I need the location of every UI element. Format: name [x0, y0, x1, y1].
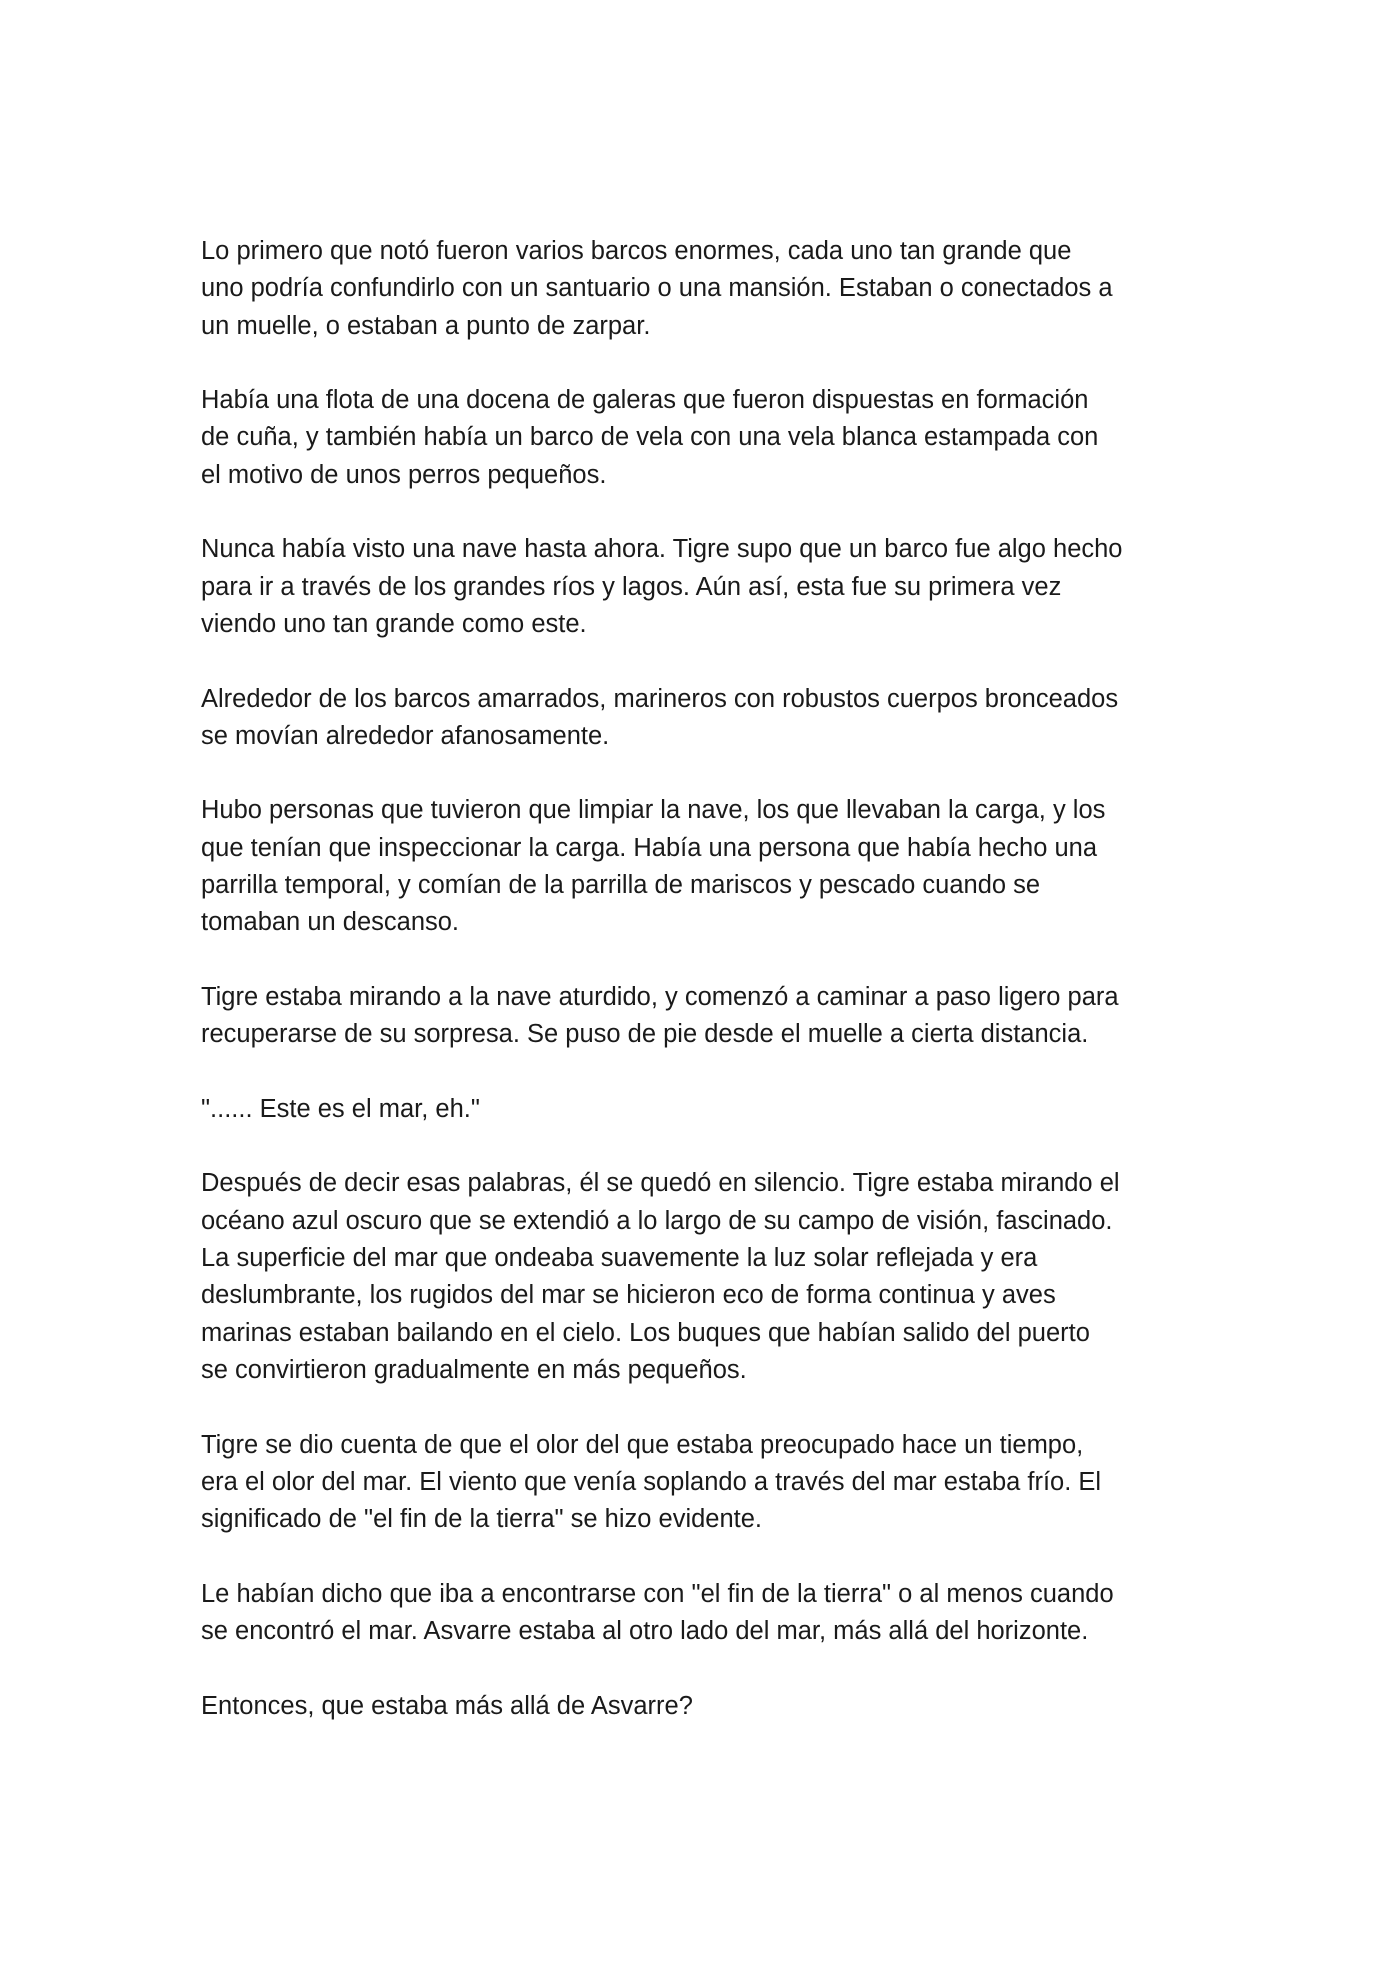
- paragraph: Hubo personas que tuvieron que limpiar la nave, los que llevaban la carga, y los que tenían que inspeccionar la carga. Había una persona que había hecho una parrilla temporal, y comían de la parrilla de mariscos y pescado cuando se tomaban un descanso.: [201, 796, 1106, 937]
- body-text: [201, 233, 1231, 1725]
- paragraph: Lo primero que notó fueron varios barcos enormes, cada uno tan grande que uno podría confundirlo con un santuario o una mansión. Estaban o conectados a un muelle, o estaban a punto de zarpar.: [201, 237, 1113, 340]
- paragraph: Después de decir esas palabras, él se quedó en silencio. Tigre estaba mirando el océano azul oscuro que se extendió a lo largo de su campo de visión, fascinado. La superficie del mar que ondeaba suavemente la luz solar reflejada y era deslumbrante, los rugidos del mar se hicieron eco de forma continua y aves marinas estaban bailando en el cielo. Los buques que habían salido del puerto se convirtieron gradualmente en más pequeños.: [201, 1169, 1120, 1384]
- paragraph: Tigre estaba mirando a la nave aturdido, y comenzó a caminar a paso ligero para recuperarse de su sorpresa. Se puso de pie desde el muelle a cierta distancia.: [201, 982, 1119, 1049]
- paragraph: Nunca había visto una nave hasta ahora. Tigre supo que un barco fue algo hecho para ir a través de los grandes ríos y lagos. Aún así, esta fue su primera vez viendo uno tan grande como este.: [201, 535, 1123, 638]
- paragraph: Entonces, que estaba más allá de Asvarre?: [201, 1691, 693, 1720]
- paragraph: Había una flota de una docena de galeras que fueron dispuestas en formación de cuña, y también había un barco de vela con una vela blanca estampada con el motivo de unos perros pequeños.: [201, 386, 1099, 489]
- paragraph: "...... Este es el mar, eh.": [201, 1094, 480, 1123]
- paragraph: Alrededor de los barcos amarrados, marineros con robustos cuerpos bronceados se movían alrededor afanosamente.: [201, 684, 1119, 750]
- paragraph: Tigre se dio cuenta de que el olor del que estaba preocupado hace un tiempo, era el olor del mar. El viento que venía soplando a través del mar estaba frío. El significado de "el fin de la tierra" se hizo evidente.: [201, 1430, 1102, 1534]
- paragraph: Le habían dicho que iba a encontrarse con "el fin de la tierra" o al menos cuando se encontró el mar. Asvarre estaba al otro lado del mar, más allá del horizonte.: [201, 1579, 1114, 1645]
